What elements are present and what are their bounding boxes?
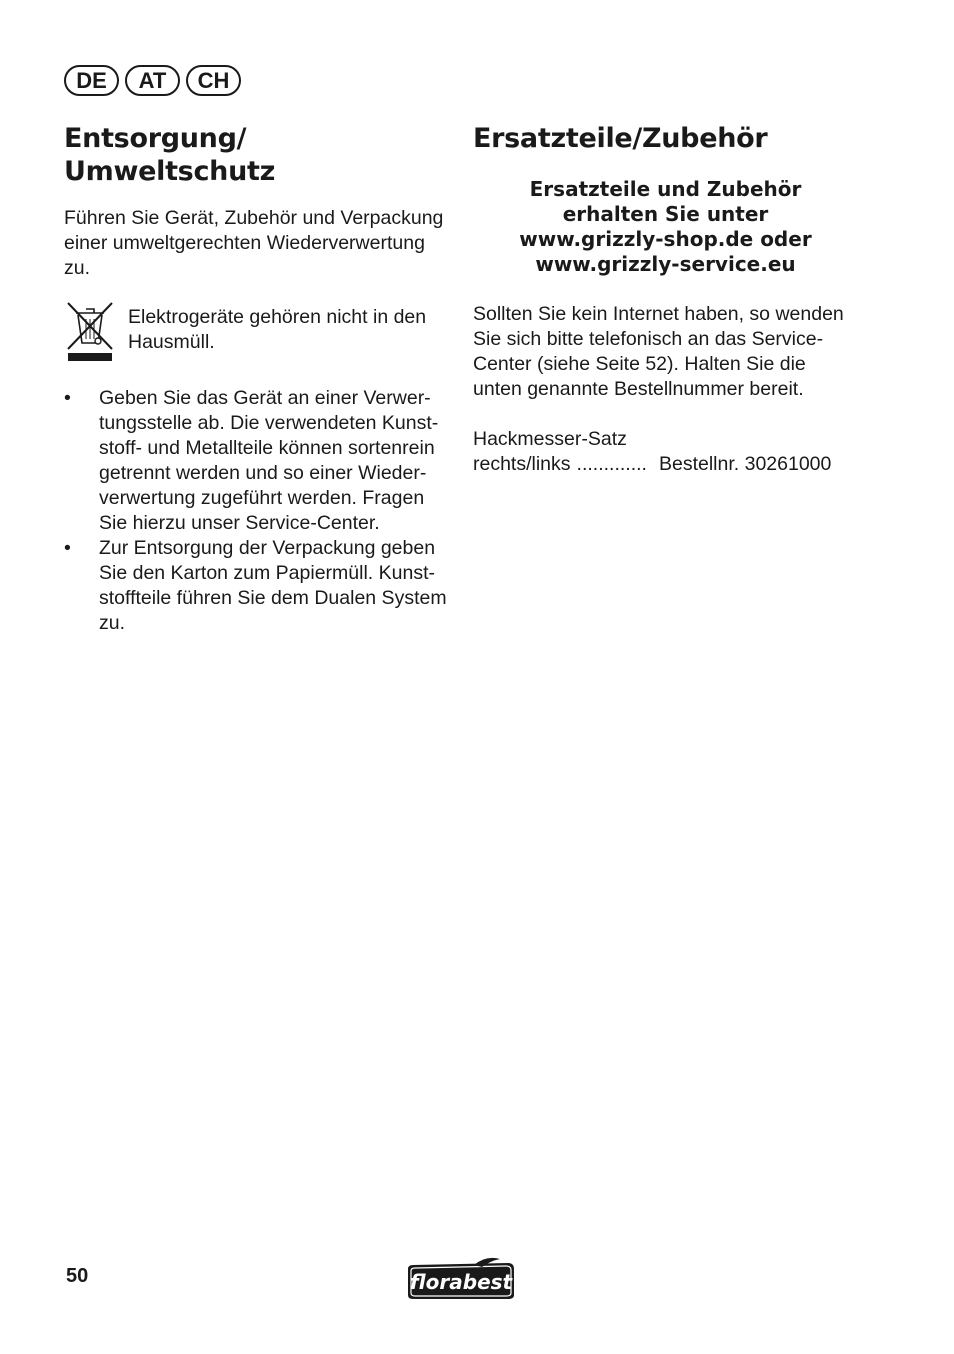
- disposal-intro: Führen Sie Gerät, Zubehör und Verpackung einer umweltgerechten Wiederverwertung zu.: [64, 207, 444, 279]
- highlight-line: erhalten Sie unter: [562, 202, 769, 226]
- badge-de: DE: [64, 65, 119, 96]
- service-line: Sollten Sie kein Internet haben, so wenden: [473, 303, 844, 325]
- service-line: unten genannte Bestellnummer bereit.: [473, 378, 804, 400]
- disposal-title: [64, 122, 454, 188]
- crossed-out-bin-icon: [64, 299, 116, 363]
- bullet-line: Sie den Karton zum Papiermüll. Kunst-: [99, 562, 435, 584]
- bullet-line: stoff- und Metallteile können sortenrein: [99, 437, 435, 459]
- spare-parts-highlight: [473, 177, 858, 277]
- disposal-section: [64, 122, 454, 636]
- list-item: [64, 536, 454, 636]
- bullet-line: verwertung zugeführt werden. Fragen: [99, 487, 425, 509]
- badge-ch: CH: [186, 65, 241, 96]
- spare-parts-title: Ersatzteile/Zubehör: [473, 123, 768, 154]
- disposal-title-line2: Umweltschutz: [64, 156, 276, 187]
- service-url-line[interactable]: www.grizzly-service.eu: [535, 252, 796, 276]
- part-dots: .............: [576, 453, 647, 475]
- spare-parts-section: [473, 122, 873, 477]
- service-note: [473, 302, 873, 402]
- bullet-line: tungsstelle ab. Die verwendeten Kunst-: [99, 412, 439, 434]
- bullet-line: zu.: [99, 612, 126, 634]
- disposal-bullet-list: [64, 386, 454, 636]
- bullet-line: Geben Sie das Gerät an einer Verwer-: [99, 387, 431, 409]
- bullet-line: Zur Entsorgung der Verpackung geben: [99, 537, 436, 559]
- weee-text: [128, 305, 426, 355]
- weee-text-line1: Elektrogeräte gehören nicht in den: [128, 306, 427, 328]
- bullet-line: stoffteile führen Sie dem Dualen System: [99, 587, 447, 609]
- service-line: Center (siehe Seite 52). Halten Sie die: [473, 353, 806, 375]
- bullet-line: Sie hierzu unser Service-Center.: [99, 512, 380, 534]
- country-badges: [64, 65, 241, 96]
- weee-text-line2: Hausmüll.: [128, 331, 215, 353]
- part-order-number: Bestellnr. 30261000: [658, 453, 832, 475]
- part-variant: rechts/links: [473, 453, 571, 475]
- service-line: Sie sich bitte telefonisch an das Service-: [473, 328, 824, 350]
- shop-url-line[interactable]: www.grizzly-shop.de oder: [519, 227, 812, 251]
- weee-notice: [64, 299, 454, 363]
- part-order-row: [473, 452, 873, 477]
- highlight-line: Ersatzteile und Zubehör: [529, 177, 802, 201]
- list-item: [64, 386, 454, 536]
- bullet-line: getrennt werden und so einer Wieder-: [99, 462, 427, 484]
- logo-text: florabest: [409, 1270, 513, 1294]
- badge-at: AT: [125, 65, 180, 96]
- florabest-logo: [404, 1257, 517, 1303]
- page-number: 50: [66, 1265, 89, 1287]
- part-name: Hackmesser-Satz: [473, 428, 627, 450]
- disposal-title-line1: Entsorgung/: [64, 123, 247, 154]
